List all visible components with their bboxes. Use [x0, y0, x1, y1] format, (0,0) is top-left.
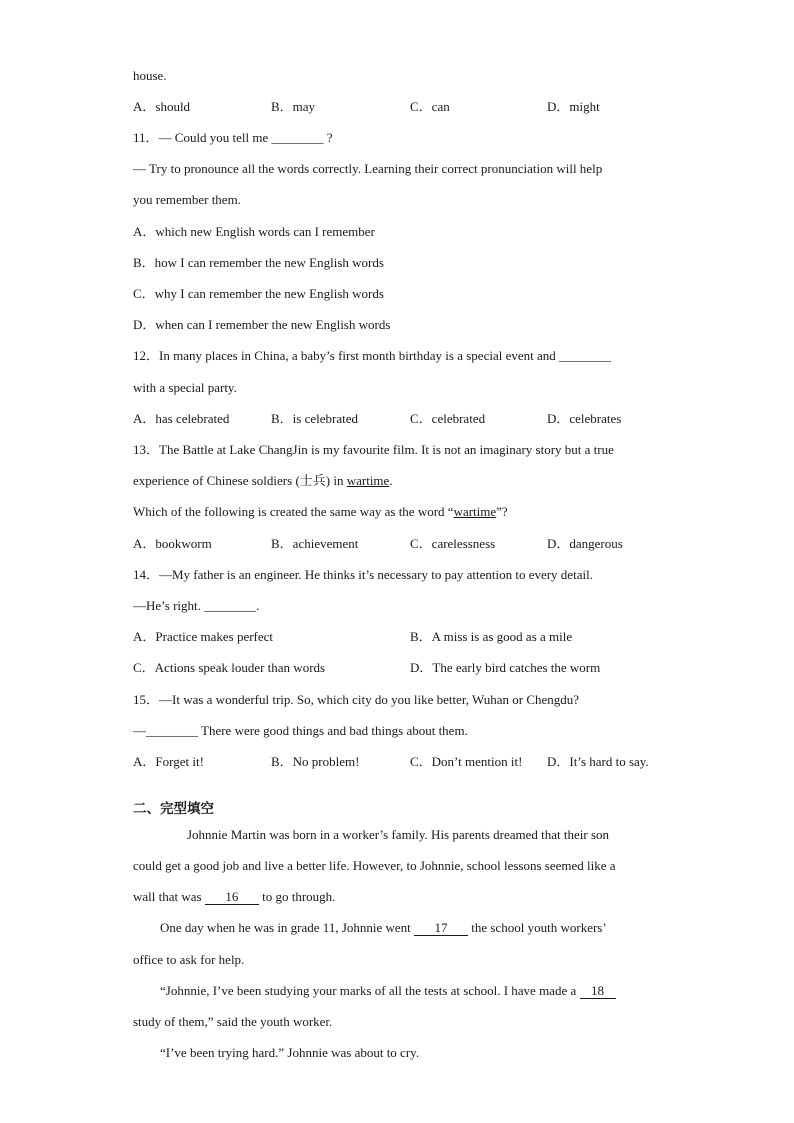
- q11-reply-line1: — Try to pronounce all the words correctly. Learning their correct pronunciation will help: [133, 161, 603, 176]
- q12-option-d[interactable]: D．celebrates: [547, 411, 622, 426]
- q11-reply-line2: you remember them.: [133, 192, 241, 207]
- blank-16[interactable]: 16: [205, 890, 259, 905]
- blank-18[interactable]: 18: [580, 984, 616, 999]
- q12-option-a[interactable]: A．has celebrated: [133, 411, 230, 426]
- q13-word-wartime: wartime: [346, 473, 390, 488]
- q11-stem: 11．— Could you tell me ________ ?: [133, 130, 333, 145]
- q13-option-c[interactable]: C．carelessness: [410, 536, 496, 551]
- q14-line1: 14．—My father is an engineer. He thinks it’s necessary to pay attention to every detail.: [133, 567, 593, 582]
- passage-p1-line3-pre: wall that was: [133, 889, 205, 904]
- passage-p2-line1-post: the school youth workers’: [468, 920, 607, 935]
- q11-option-b[interactable]: B．how I can remember the new English words: [133, 255, 384, 270]
- passage-p2-line1-pre: One day when he was in grade 11, Johnnie went: [160, 920, 415, 935]
- q10-option-d[interactable]: D．might: [547, 99, 600, 114]
- passage-p1-line2: could get a good job and live a better life. However, to Johnnie, school lessons seemed like a: [133, 858, 616, 873]
- q13-option-b[interactable]: B．achievement: [271, 536, 359, 551]
- q15-option-b[interactable]: B．No problem!: [271, 754, 360, 769]
- q15-line2: —________ There were good things and bad things about them.: [133, 723, 468, 738]
- blank-17[interactable]: 17: [414, 921, 468, 936]
- passage-p3-line1: [160, 983, 616, 999]
- q11-option-a[interactable]: A．which new English words can I remember: [133, 224, 375, 239]
- q10-option-b[interactable]: B．may: [271, 99, 316, 114]
- q15-option-a[interactable]: A．Forget it!: [133, 754, 204, 769]
- q12-line1: 12．In many places in China, a baby’s first month birthday is a special event and ________: [133, 348, 612, 363]
- q14-line2: —He’s right. ________.: [133, 598, 260, 613]
- passage-p4-line1: “I’ve been trying hard.” Johnnie was about to cry.: [160, 1045, 420, 1060]
- q10-option-c[interactable]: C．can: [410, 99, 450, 114]
- q13-line3-pre: Which of the following is created the same way as the word “: [133, 504, 454, 519]
- passage-p2-line1: [160, 920, 607, 936]
- passage-p1-line3-post: to go through.: [258, 889, 336, 904]
- q11-option-c[interactable]: C．why I can remember the new English words: [133, 286, 384, 301]
- q15-option-d[interactable]: D．It’s hard to say.: [547, 754, 649, 769]
- q14-option-d[interactable]: D．The early bird catches the worm: [410, 660, 601, 675]
- q13-line3-post: ”?: [496, 504, 508, 519]
- q11-option-d[interactable]: D．when can I remember the new English words: [133, 317, 391, 332]
- q14-option-b[interactable]: B．A miss is as good as a mile: [410, 629, 573, 644]
- q13-line3: [133, 504, 508, 520]
- passage-p3-line1-pre: “Johnnie, I’ve been studying your marks of all the tests at school. I have made a: [160, 983, 580, 998]
- q12-option-c[interactable]: C．celebrated: [410, 411, 486, 426]
- passage-p1-line3: [133, 889, 335, 905]
- q13-line2-post: .: [389, 473, 393, 488]
- q13-line1: 13．The Battle at Lake ChangJin is my favourite film. It is not an imaginary story but a true: [133, 442, 614, 457]
- q13-line2: [133, 473, 393, 489]
- q12-line2: with a special party.: [133, 380, 237, 395]
- q13-option-a[interactable]: A．bookworm: [133, 536, 212, 551]
- passage-p1-line1: Johnnie Martin was born in a worker’s family. His parents dreamed that their son: [187, 827, 610, 842]
- q15-option-c[interactable]: C．Don’t mention it!: [410, 754, 523, 769]
- section2-heading: 二、完型填空: [133, 801, 214, 816]
- q15-line1: 15．—It was a wonderful trip. So, which city do you like better, Wuhan or Chengdu?: [133, 692, 580, 707]
- q14-option-a[interactable]: A．Practice makes perfect: [133, 629, 274, 644]
- q14-option-c[interactable]: C．Actions speak louder than words: [133, 660, 326, 675]
- q13-word-wartime-ref: wartime: [453, 504, 497, 519]
- q10-option-a[interactable]: A．should: [133, 99, 191, 114]
- q13-option-d[interactable]: D．dangerous: [547, 536, 623, 551]
- passage-p3-line2: study of them,” said the youth worker.: [133, 1014, 333, 1029]
- q13-line2-pre: experience of Chinese soldiers (士兵) in: [133, 473, 347, 488]
- q12-option-b[interactable]: B．is celebrated: [271, 411, 358, 426]
- passage-p2-line2: office to ask for help.: [133, 952, 245, 967]
- q10-tail: house.: [133, 68, 167, 83]
